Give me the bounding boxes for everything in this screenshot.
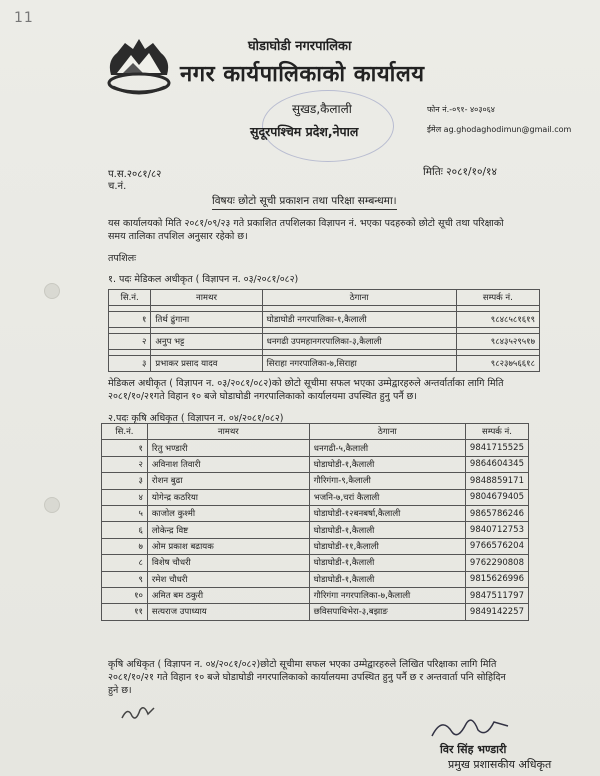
cell-name: अमित बम ठकुरी xyxy=(147,587,309,603)
letter-ref-number: प.स.२०८१/८२ xyxy=(108,169,162,180)
cell-address: घोडाघोडी-१,कैलाली xyxy=(309,456,465,472)
cell-address: गौरिगंगा-९,कैलाली xyxy=(309,473,465,489)
intro-paragraph: यस कार्यालयको मिति २०८१/०९/२३ गते प्रकाशित तपशिलका विज्ञापन नं. भएका पदहरुको छोटो सूची तथा परिक्षाको समय तालिका तपशिल अनुसार रहेको छ। xyxy=(108,218,504,242)
punch-hole-top xyxy=(44,283,60,299)
cell-name: अनुप भट्ट xyxy=(151,334,262,350)
table-row xyxy=(102,604,529,620)
handwritten-mark: 11 xyxy=(14,10,34,26)
cell-name: प्रभाकर प्रसाद यादव xyxy=(151,356,262,372)
dispatch-number: च.नं. xyxy=(108,181,127,192)
table-header-row xyxy=(102,424,529,440)
cell-sn: १ xyxy=(102,440,148,456)
cell-name: विशेष चौधरी xyxy=(147,555,309,571)
table-row xyxy=(109,356,540,372)
col-header-address: ठेगाना xyxy=(262,290,456,306)
cell-address: घोडाघोडी-१,कैलाली xyxy=(309,555,465,571)
table-header-row xyxy=(109,290,540,306)
cell-contact: 9815626996 xyxy=(465,571,528,587)
cell-contact: 9840712753 xyxy=(465,522,528,538)
cell-contact: 9841715525 xyxy=(465,440,528,456)
table-row xyxy=(102,456,529,472)
medical-officer-shortlist-table xyxy=(108,289,540,372)
cell-address: धनगढी उपमहानगरपालिका-३,कैलाली xyxy=(262,334,456,350)
cell-name: ओम प्रकाश बढायक xyxy=(147,538,309,554)
cell-address: धनगढी-५,कैलाली xyxy=(309,440,465,456)
col-header-name: नामथर xyxy=(151,290,262,306)
office-place: सुखड,कैलाली xyxy=(292,102,352,116)
col-header-name: नामथर xyxy=(147,424,309,440)
cell-sn: ११ xyxy=(102,604,148,620)
cell-name: सत्यराज उपाध्याय xyxy=(147,604,309,620)
table-row xyxy=(102,489,529,505)
cell-address: छविसपाथिभेरा-३,बझाङ xyxy=(309,604,465,620)
cell-sn: ९ xyxy=(102,571,148,587)
table-row xyxy=(109,312,540,328)
table-row xyxy=(102,473,529,489)
cell-name: काजोल कुश्मी xyxy=(147,505,309,521)
cell-contact: ९८४३५२९५१७ xyxy=(456,334,539,350)
cell-sn: २ xyxy=(102,456,148,472)
cell-name: रितु भण्डारी xyxy=(147,440,309,456)
cell-sn: ५ xyxy=(102,505,148,521)
table-row xyxy=(102,440,529,456)
table-row xyxy=(102,505,529,521)
cell-sn: १० xyxy=(102,587,148,603)
cell-sn: ४ xyxy=(102,489,148,505)
col-header-contact: सम्पर्क नं. xyxy=(465,424,528,440)
cell-address: घोडाघोडी-१२बनबर्षा,कैलाली xyxy=(309,505,465,521)
details-label: तपशिलः xyxy=(108,253,137,264)
cell-address: घोडाघोडी नगरपालिका-१,कैलाली xyxy=(262,312,456,328)
cell-sn: ७ xyxy=(102,538,148,554)
agriculture-officer-exam-note: कृषि अधिकृत ( विज्ञापन न. ०४/२०८१/०८२)छोटो सूचीमा सफल भएका उम्मेद्वारहरुले लिखित परिक्षाका लागि मिति २०८१/१०/२१ गते विहान १० बजे घोडाघोडी नगरपालिकाको कार्यालयमा उपस्थित हुनु पर्नै छ र अन्तवार्ता पनि सोहिदिन हुने छ। xyxy=(108,659,506,696)
cell-contact: 9849142257 xyxy=(465,604,528,620)
cell-contact: 9848859171 xyxy=(465,473,528,489)
table-row xyxy=(102,571,529,587)
col-header-contact: सम्पर्क नं. xyxy=(456,290,539,306)
letter-date: मितिः २०८१/१०/१४ xyxy=(423,166,497,178)
cell-address: गौरिगंगा नगरपालिका-७,कैलाली xyxy=(309,587,465,603)
signatory-title: प्रमुख प्रशासकीय अधिकृत xyxy=(448,758,552,771)
col-header-address: ठेगाना xyxy=(309,424,465,440)
cell-name: योगेन्द्र कठरिया xyxy=(147,489,309,505)
cell-address: घोडाघोडी-१,कैलाली xyxy=(309,522,465,538)
cell-contact: ९८२३७५६६१८ xyxy=(456,356,539,372)
section-medical-officer-title: १. पदः मेडिकल अधीकृत ( विज्ञापन न. ०३/२०८१/०८२) xyxy=(108,274,299,285)
cell-sn: ६ xyxy=(102,522,148,538)
medical-officer-interview-note: मेडिकल अधीकृत ( विज्ञापन न. ०३/२०८१/०८२)को छोटो सूचीमा सफल भएका उम्मेद्वारहरुले अन्तर्वार्ताका लागि मिति २०८१/१०/२१गते विहान १० बजे घोडाघोडी नगरपालिकाको कार्यालयमा उपस्थित हुनु पर्नै छ। xyxy=(108,378,504,402)
section-agriculture-officer-title: २.पदः कृषि अधिकृत ( विज्ञापन न. ०४/२०८१/०८२) xyxy=(108,413,284,424)
municipality-name: घोडाघोडी नगरपालिका xyxy=(248,39,352,54)
cell-contact: 9766576204 xyxy=(465,538,528,554)
col-header-sn: सि.नं. xyxy=(109,290,151,306)
punch-hole-bottom xyxy=(44,497,60,513)
cell-name: लोकेन्द्र विष्ट xyxy=(147,522,309,538)
cell-sn: २ xyxy=(109,334,151,350)
agriculture-officer-shortlist-table xyxy=(101,423,529,621)
cell-contact: 9762290808 xyxy=(465,555,528,571)
officer-signature xyxy=(428,712,558,744)
cell-contact: 9847511797 xyxy=(465,587,528,603)
table-row xyxy=(102,522,529,538)
contact-email: ईमेल ag.ghodaghodimun@gmail.com xyxy=(427,125,572,134)
cell-sn: ३ xyxy=(102,473,148,489)
letter-subject: विषयः छोटो सूची प्रकाशन तथा परिक्षा सम्बन्धमा। xyxy=(212,194,397,210)
cell-address: घोडाघोडी-१,कैलाली xyxy=(309,571,465,587)
cell-address: सिराहा नगरपालिका-७,सिराहा xyxy=(262,356,456,372)
cell-address: घोडाघोडी-११,कैलाली xyxy=(309,538,465,554)
table-row xyxy=(102,538,529,554)
cell-address: भजनि-७,चरां कैलाली xyxy=(309,489,465,505)
contact-phone: फोन नं.-०९१- ४०३०६४ xyxy=(427,105,495,114)
signatory-name: विर सिंह भण्डारी xyxy=(440,743,507,756)
col-header-sn: सि.नं. xyxy=(102,424,148,440)
cell-sn: १ xyxy=(109,312,151,328)
table-row xyxy=(102,555,529,571)
cell-sn: ३ xyxy=(109,356,151,372)
office-province: सुदूरपश्चिम प्रदेश,नेपाल xyxy=(250,124,359,139)
cell-contact: 9865786246 xyxy=(465,505,528,521)
table-row xyxy=(102,587,529,603)
cell-contact: ९८४८५८१६१९ xyxy=(456,312,539,328)
cell-name: तिर्थ ढुंगाना xyxy=(151,312,262,328)
office-name: नगर कार्यपालिकाको कार्यालय xyxy=(180,62,425,87)
initials-signature xyxy=(120,700,160,728)
cell-contact: 9864604345 xyxy=(465,456,528,472)
cell-contact: 9804679405 xyxy=(465,489,528,505)
cell-name: अविनाश तिवारी xyxy=(147,456,309,472)
table-row xyxy=(109,334,540,350)
nepal-emblem-logo xyxy=(103,35,175,97)
cell-name: रमेश चौधरी xyxy=(147,571,309,587)
cell-sn: ८ xyxy=(102,555,148,571)
cell-name: रोशन बुढा xyxy=(147,473,309,489)
